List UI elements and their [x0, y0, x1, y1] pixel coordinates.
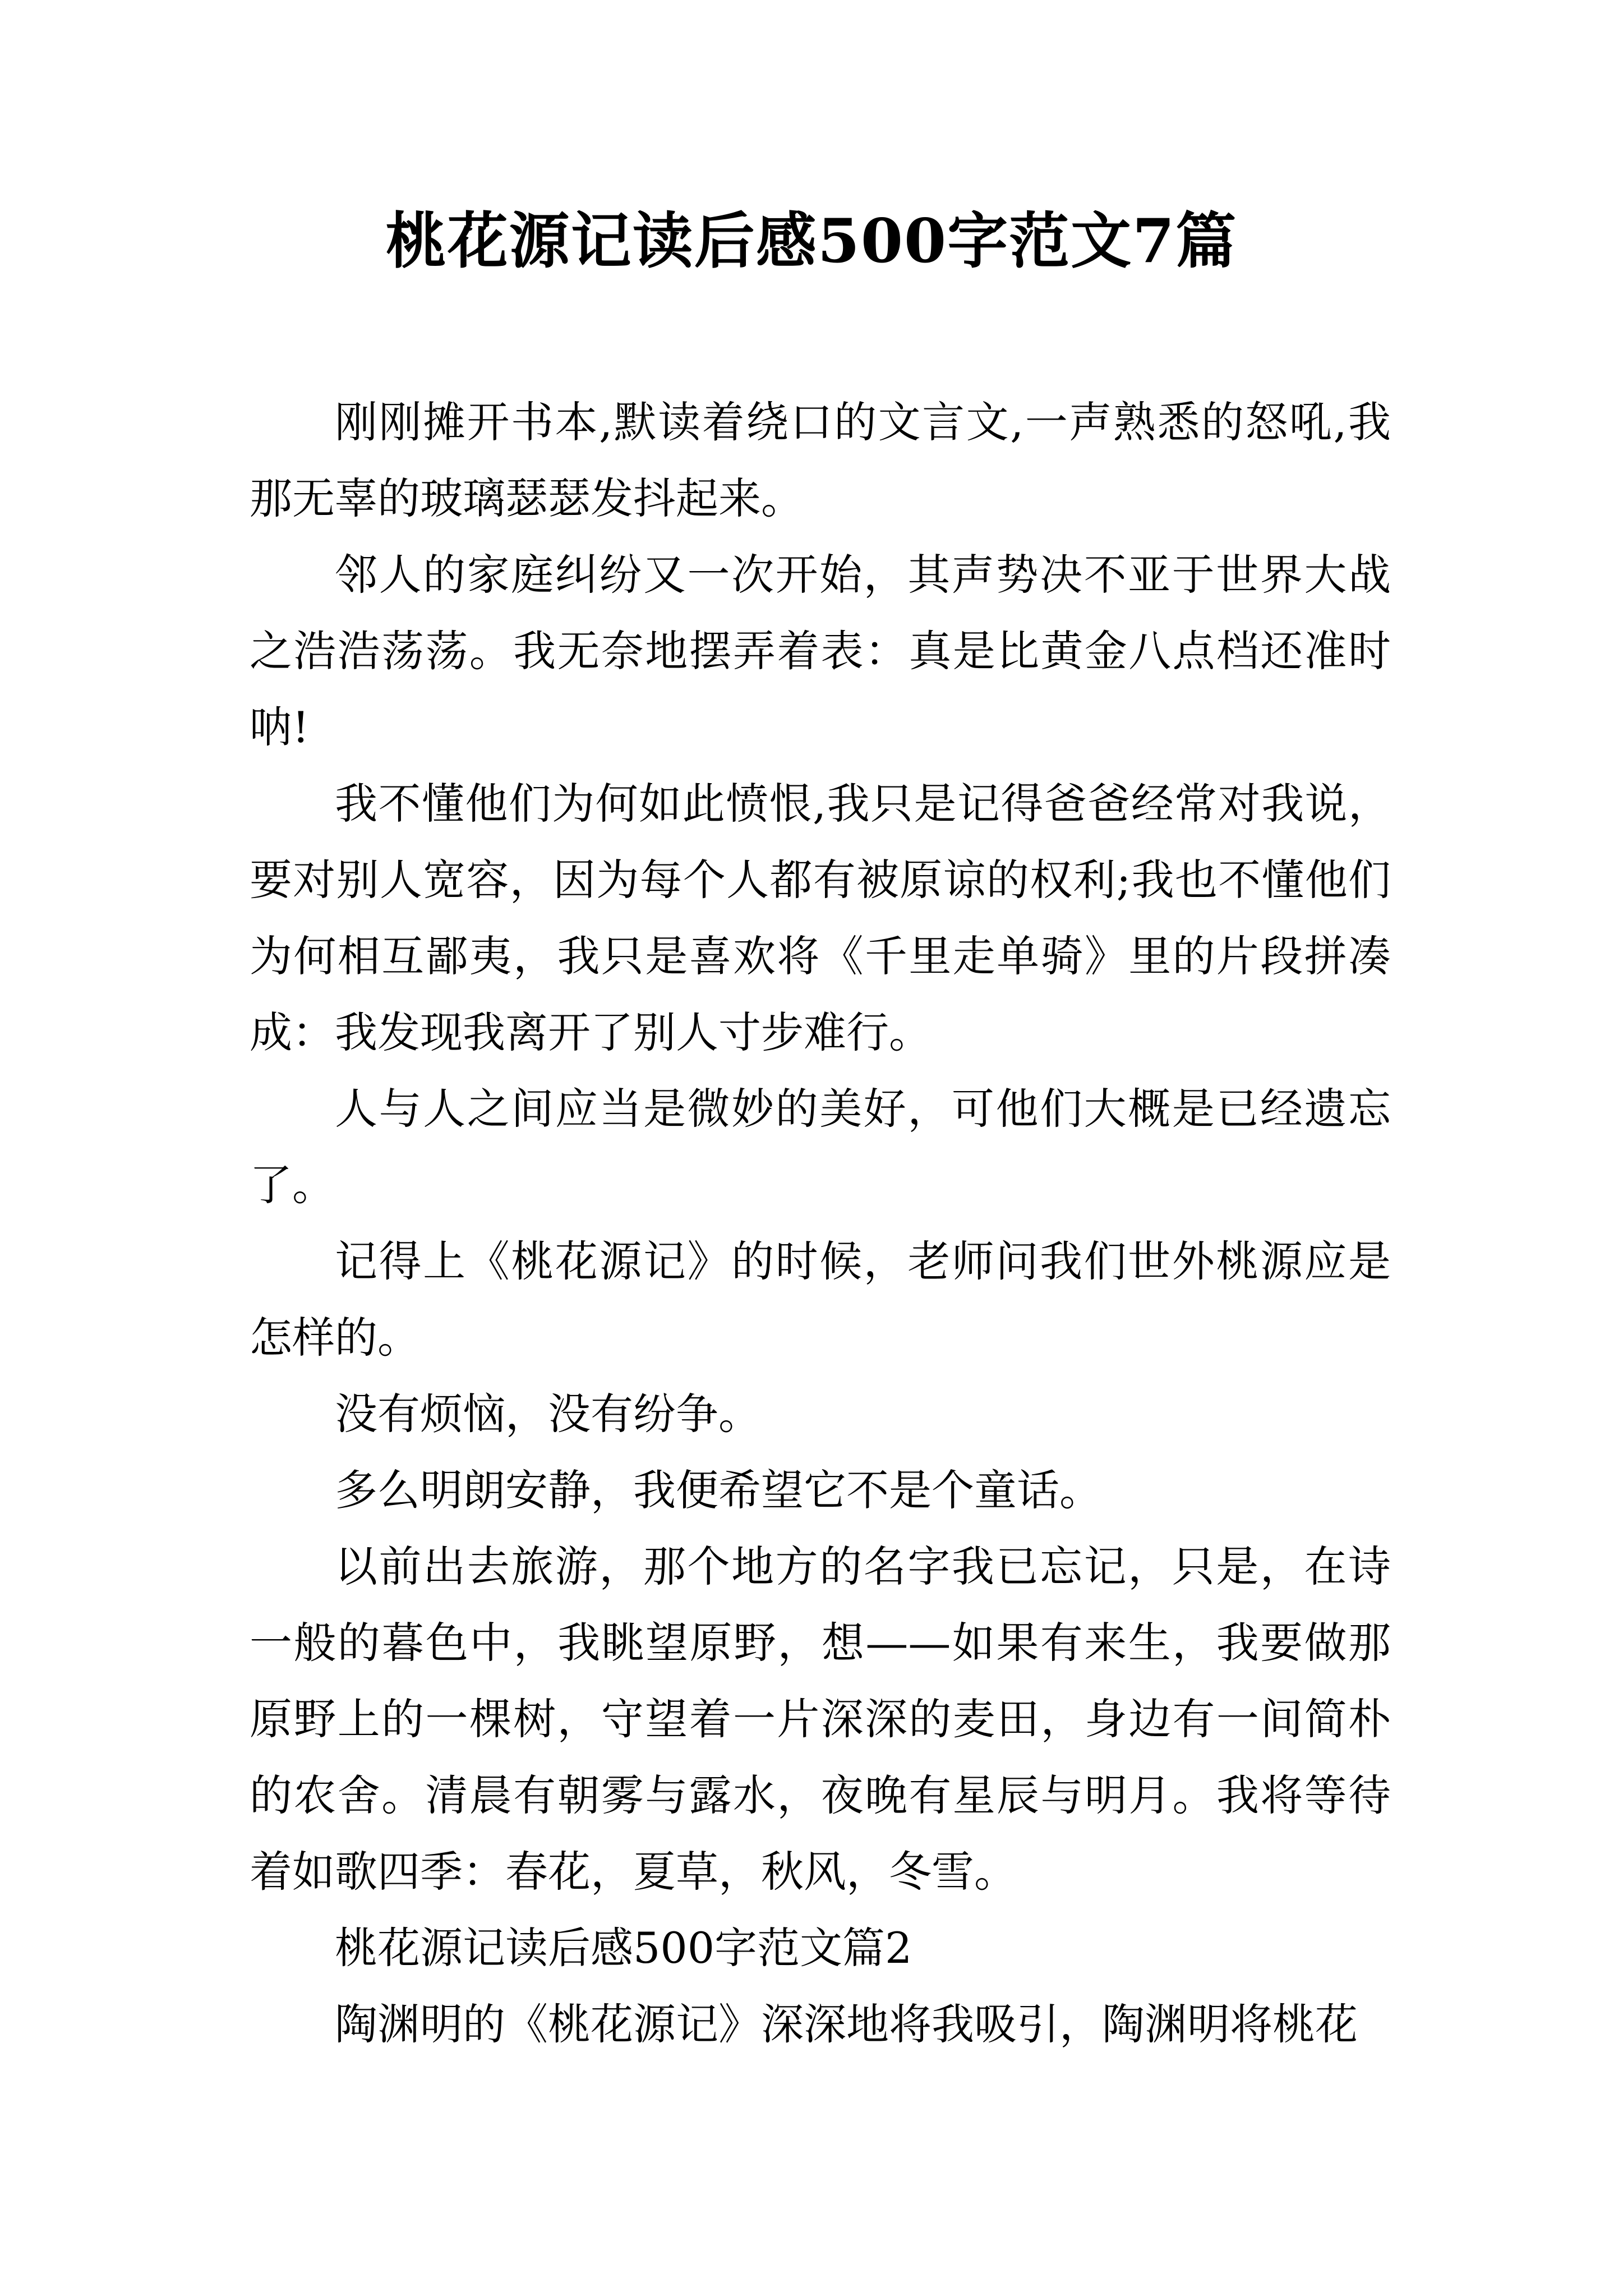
paragraph: 邻人的家庭纠纷又一次开始，其声势决不亚于世界大战之浩浩荡荡。我无奈地摆弄着表：真是比黄金八点档还准时呐!: [250, 550, 1391, 752]
paragraph: 多么明朗安静，我便希望它不是个童话。: [335, 1465, 1102, 1515]
paragraph: 没有烦恼，没有纷争。: [335, 1389, 761, 1439]
paragraph: 陶渊明的《桃花源记》深深地将我吸引，陶渊明将桃花: [335, 1999, 1358, 2049]
document-body: [250, 384, 1391, 2063]
paragraph: 刚刚摊开书本,默读着绕口的文言文,一声熟悉的怒吼,我那无辜的玻璃瑟瑟发抖起来。: [250, 397, 1391, 523]
paragraph: 我不懂他们为何如此愤恨,我只是记得爸爸经常对我说，要对别人宽容，因为每个人都有被原谅的权利;我也不懂他们为何相互鄙夷，我只是喜欢将《千里走单骑》里的片段拼凑成：我发现我离开了别人寸步难行。: [250, 779, 1391, 1057]
document-title: 桃花源记读后感500字范文7篇: [385, 206, 1238, 277]
section-heading: 桃花源记读后感500字范文篇2: [335, 1923, 912, 1973]
paragraph: 记得上《桃花源记》的时候，老师问我们世外桃源应是怎样的。: [250, 1236, 1391, 1363]
paragraph: 以前出去旅游，那个地方的名字我已忘记，只是，在诗一般的暮色中，我眺望原野，想——如果有来生，我要做那原野上的一棵树，守望着一片深深的麦田，身边有一间简朴的农舍。清晨有朝雾与露水，夜晚有星辰与明月。我将等待着如歌四季：春花，夏草，秋风，冬雪。: [250, 1542, 1391, 1897]
paragraph: 人与人之间应当是微妙的美好，可他们大概是已经遗忘了。: [250, 1084, 1391, 1210]
